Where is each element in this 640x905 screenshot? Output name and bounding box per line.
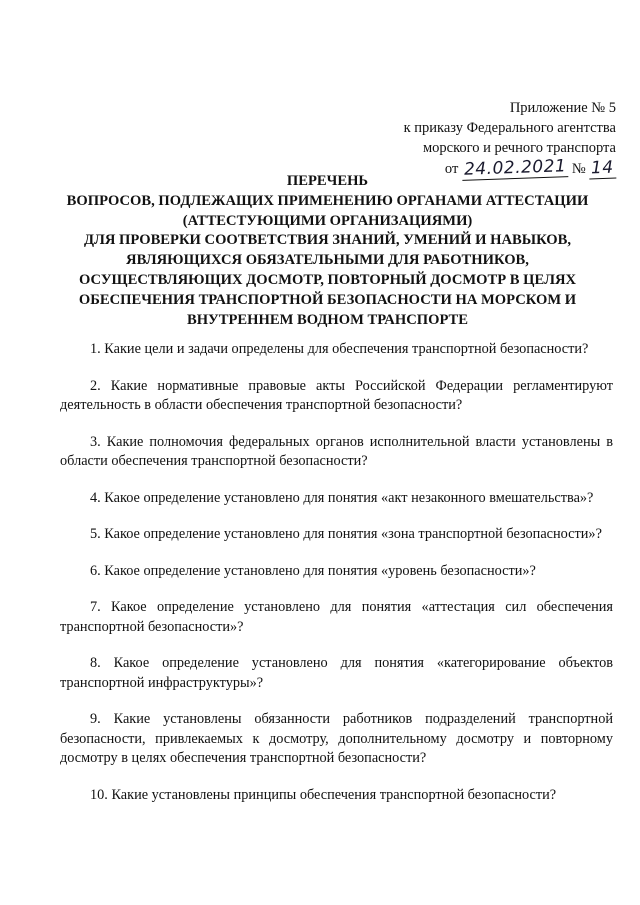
question-item: 3. Какие полномочия федеральных органов исполнительной власти установлены в области обеспечения транспортной безопасности?: [60, 433, 613, 469]
question-item: 1. Какие цели и задачи определены для обеспечения транспортной безопасности?: [90, 341, 589, 357]
title-line-5: ЯВЛЯЮЩИХСЯ ОБЯЗАТЕЛЬНЫМИ ДЛЯ РАБОТНИКОВ,: [126, 252, 529, 269]
handwritten-number: 14: [589, 158, 616, 180]
appendix-number: Приложение № 5: [509, 100, 616, 116]
title-line-1: ПЕРЕЧЕНЬ: [286, 173, 369, 189]
question-item: 4. Какое определение установлено для понятия «акт незаконного вмешательства»?: [90, 489, 594, 506]
question-item: 5. Какое определение установлено для понятия «зона транспортной безопасности»?: [90, 526, 602, 542]
title-line-4: ДЛЯ ПРОВЕРКИ СООТВЕТСТВИЯ ЗНАНИЙ, УМЕНИЙ И НАВЫКОВ,: [83, 232, 572, 249]
question-item: 10. Какие установлены принципы обеспечения транспортной безопасности?: [90, 786, 557, 803]
questions-list: [60, 340, 613, 822]
title-line-6: ОСУЩЕСТВЛЯЮЩИХ ДОСМОТР, ПОВТОРНЫЙ ДОСМОТР В ЦЕЛЯХ: [78, 271, 577, 288]
title-line-3: (АТТЕСТУЮЩИМИ ОРГАНИЗАЦИЯМИ): [182, 212, 473, 229]
question-item: 8. Какое определение установлено для понятия «категорирование объектов транспортной инфраструктуры»?: [60, 655, 613, 691]
agency-name: морского и речного транспорта: [422, 140, 616, 156]
title-line-8: ВНУТРЕННЕМ ВОДНОМ ТРАНСПОРТЕ: [186, 311, 469, 328]
question-item: 6. Какое определение установлено для понятия «уровень безопасности»?: [90, 562, 536, 579]
appendix-header: [356, 98, 616, 179]
number-label: №: [571, 161, 586, 177]
handwritten-date: 24.02.2021: [462, 156, 569, 181]
order-reference: к приказу Федерального агентства: [403, 120, 616, 136]
from-label: от: [444, 161, 459, 177]
title-line-2: ВОПРОСОВ, ПОДЛЕЖАЩИХ ПРИМЕНЕНИЮ ОРГАНАМИ АТТЕСТАЦИИ: [66, 192, 589, 209]
question-item: 2. Какие нормативные правовые акты Российской Федерации регламентируют деятельность в области обеспечения транспортной безопасности?: [60, 377, 613, 413]
title-line-7: ОБЕСПЕЧЕНИЯ ТРАНСПОРТНОЙ БЕЗОПАСНОСТИ НА МОРСКОМ И: [78, 291, 577, 308]
document-title: [40, 172, 615, 330]
question-item: 9. Какие установлены обязанности работников подразделений транспортной безопасности, привлекаемых к досмотру, дополнительному досмотру и повторному досмотру в целях обеспечения транспортной безопасности?: [60, 711, 613, 766]
question-item: 7. Какое определение установлено для понятия «аттестация сил обеспечения транспортной безопасности»?: [60, 599, 613, 635]
